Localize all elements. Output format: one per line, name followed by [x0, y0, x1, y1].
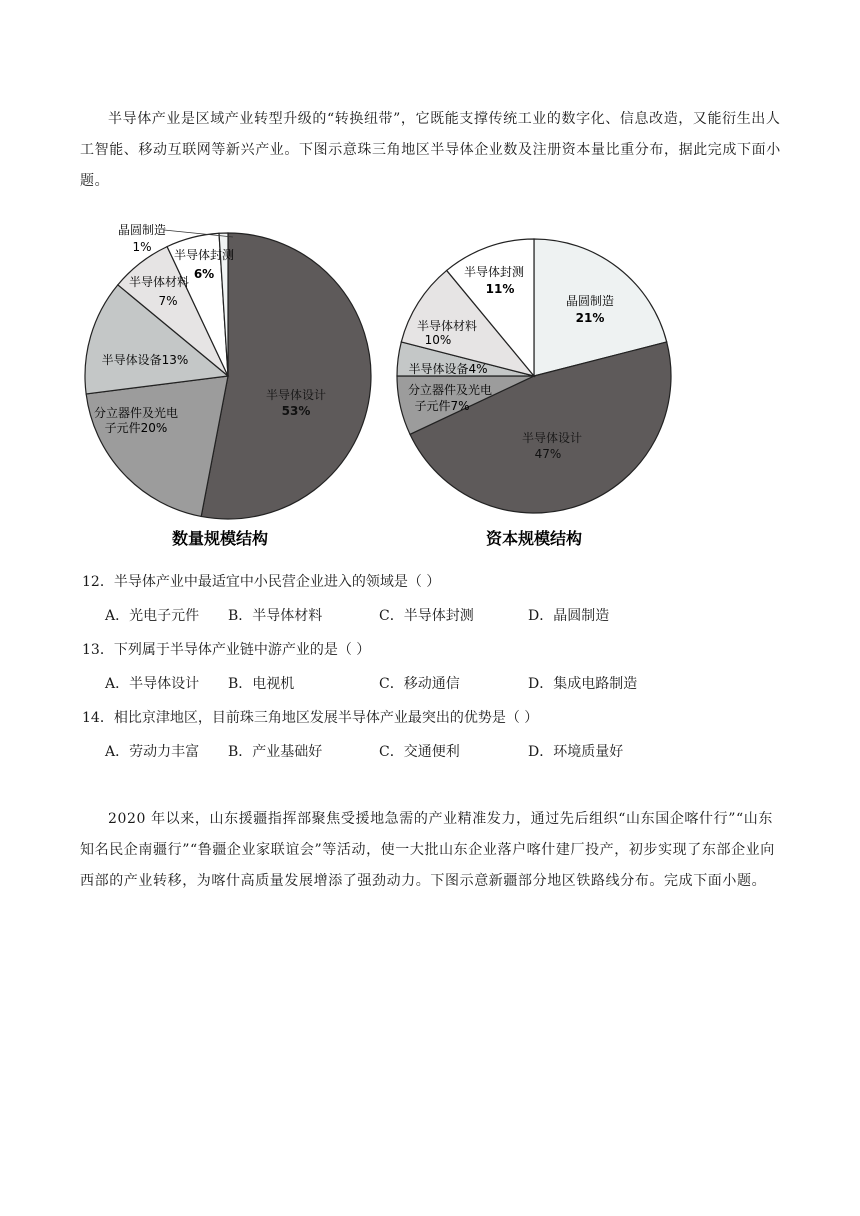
question-12-stem: 12．半导体产业中最适宜中小民营企业进入的领域是（ ）: [82, 574, 441, 590]
intro-paragraph-1: 半导体产业是区域产业转型升级的“转换纽带”，它既能支撑传统工业的数字化、信息改造，又能衍生出人工智能、移动互联网等新兴产业。下图示意珠三角地区半导体企业数及注册资本量比重分布，据此完成下面小题。: [80, 111, 781, 189]
pie1-label-discrete-line1: 分立器件及光电: [93, 406, 179, 420]
question-12-option-d[interactable]: D．晶圆制造: [528, 608, 610, 624]
pie1-label-material-name: 半导体材料: [128, 275, 190, 289]
pie-chart-quantity: [85, 233, 371, 519]
pie1-caption: 数量规模结构: [171, 529, 269, 548]
pie2-label-material-pct: 10%: [424, 333, 452, 347]
pie2-label-pack-pct: 11%: [485, 282, 515, 296]
pie2-label-discrete-line2: 子元件7%: [414, 399, 470, 413]
pie1-label-pack-pct: 6%: [193, 267, 215, 281]
question-14-option-a[interactable]: A．劳动力丰富: [105, 744, 200, 760]
question-13-option-b[interactable]: B．电视机: [228, 676, 295, 692]
pie1-label-pack-name: 半导体封测: [173, 248, 235, 262]
pie2-caption: 资本规模结构: [485, 529, 583, 548]
question-13-option-a[interactable]: A．半导体设计: [105, 676, 200, 692]
pie2-label-pack-name: 半导体封测: [463, 265, 525, 279]
question-13-option-d[interactable]: D．集成电路制造: [528, 676, 638, 692]
pie-chart-capital: [397, 239, 671, 513]
question-12-option-a[interactable]: A．光电子元件: [105, 608, 200, 624]
question-14-option-d[interactable]: D．环境质量好: [528, 744, 624, 760]
question-13-stem: 13．下列属于半导体产业链中游产业的是（ ）: [82, 642, 371, 658]
pie2-label-design-name: 半导体设计: [521, 431, 583, 445]
pie2-label-discrete-line1: 分立器件及光电: [407, 383, 493, 397]
pie2-label-wafer-pct: 21%: [575, 311, 605, 325]
question-13-option-c[interactable]: C．移动通信: [379, 676, 460, 692]
question-12-option-c[interactable]: C．半导体封测: [379, 608, 474, 624]
pie2-label-wafer-name: 晶圆制造: [565, 294, 615, 308]
pie2-label-equipment: 半导体设备4%: [408, 362, 488, 376]
question-12-option-b[interactable]: B．半导体材料: [228, 608, 323, 624]
pie1-label-material-pct: 7%: [158, 294, 178, 308]
pie1-label-wafer-name: 晶圆制造: [117, 223, 167, 237]
pie1-label-wafer-pct: 1%: [132, 240, 152, 254]
pie-charts-figure: [80, 212, 720, 562]
question-14-option-c[interactable]: C．交通便利: [379, 744, 460, 760]
question-14-stem: 14．相比京津地区，目前珠三角地区发展半导体产业最突出的优势是（ ）: [82, 710, 539, 726]
pie1-label-discrete-line2: 子元件20%: [104, 421, 168, 435]
pie2-label-material-name: 半导体材料: [416, 319, 478, 333]
question-14-option-b[interactable]: B．产业基础好: [228, 744, 323, 760]
pie1-label-design-name: 半导体设计: [265, 388, 327, 402]
pie1-label-equipment: 半导体设备13%: [101, 353, 189, 367]
pie1-label-design-pct: 53%: [281, 404, 311, 418]
pie2-label-design-pct: 47%: [534, 447, 562, 461]
intro-paragraph-2: 2020 年以来，山东援疆指挥部聚焦受援地急需的产业精准发力，通过先后组织“山东国企喀什行”“山东知名民企南疆行”“鲁疆企业家联谊会”等活动，使一大批山东企业落户喀什建厂投产，初步实现了东部企业向西部的产业转移，为喀什高质量发展增添了强劲动力。下图示意新疆部分地区铁路线分布。完成下面小题。: [80, 811, 775, 889]
